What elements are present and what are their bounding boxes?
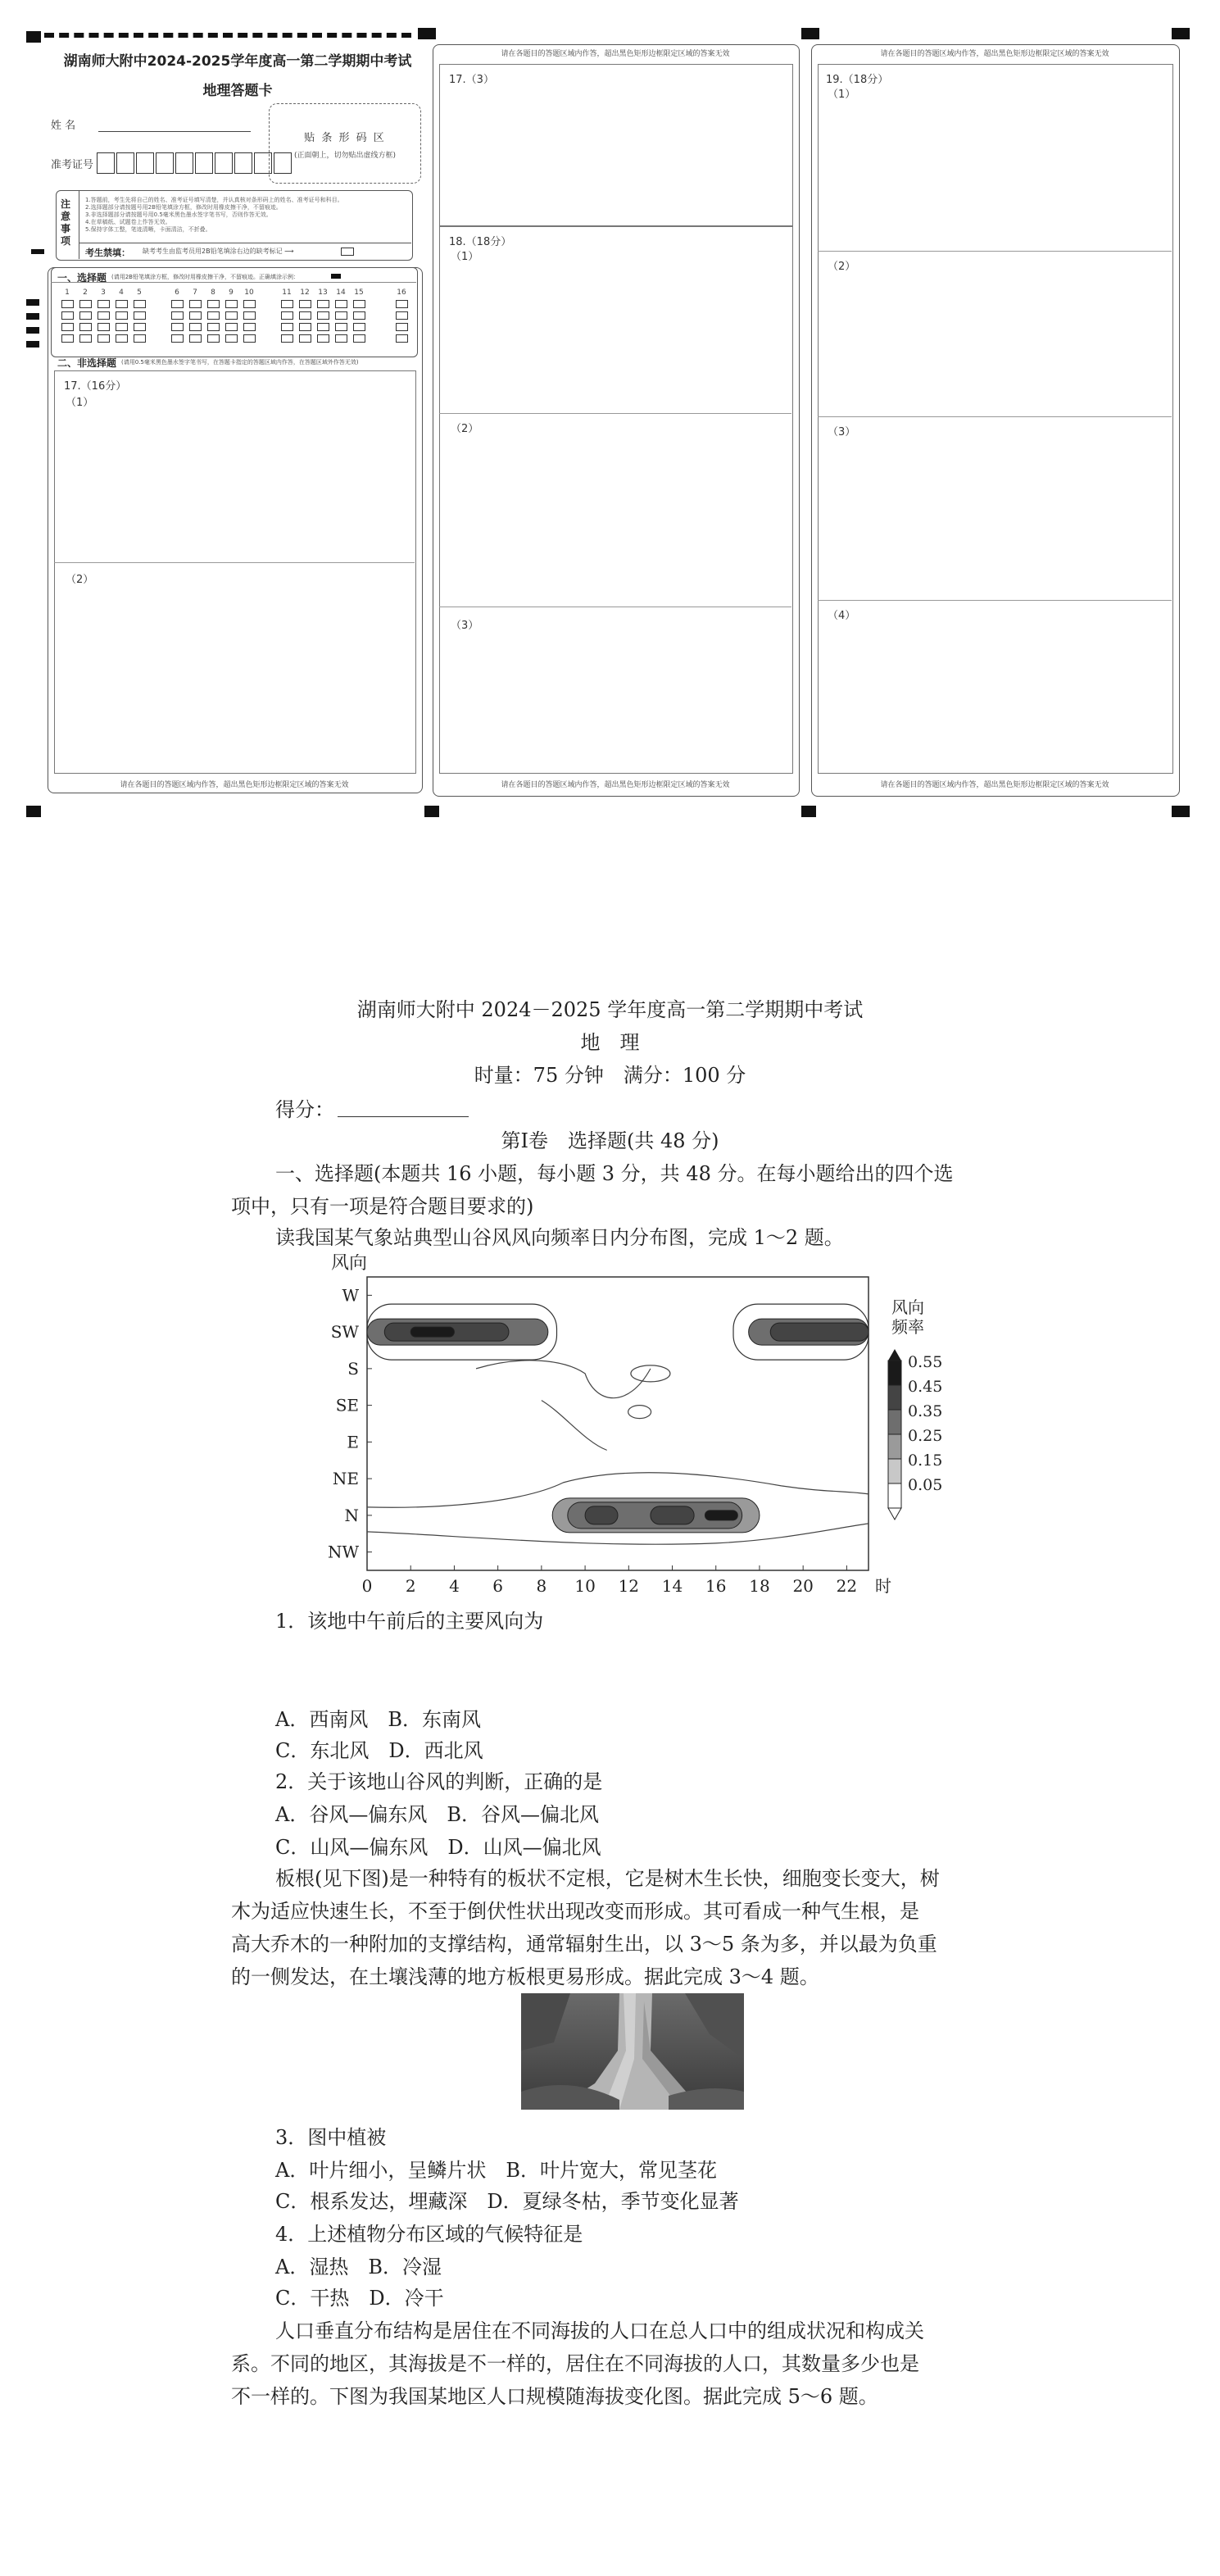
q2-options-cd: C．山风—偏东风 D．山风—偏北风 bbox=[275, 1836, 601, 1859]
x-tick-label: 10 bbox=[574, 1576, 596, 1596]
legend-swatch bbox=[888, 1434, 901, 1459]
choice-number: 13 bbox=[318, 288, 328, 297]
q17-part-1: （1） bbox=[66, 397, 94, 409]
q3-stem: 3．图中植被 bbox=[275, 2126, 387, 2149]
choice-number: 3 bbox=[101, 288, 106, 297]
q3-options-cd: C．根系发达，埋藏深 D．夏绿冬枯，季节变化显著 bbox=[275, 2190, 739, 2213]
timing-mark bbox=[26, 341, 39, 348]
absent-row bbox=[79, 243, 411, 260]
timing-mark bbox=[26, 806, 41, 817]
legend-swatch bbox=[888, 1483, 901, 1508]
q17-title: 17.（16分） bbox=[64, 380, 127, 393]
choice-number: 4 bbox=[119, 288, 124, 297]
timing-mark bbox=[801, 806, 816, 817]
legend-label: 0.35 bbox=[908, 1402, 943, 1420]
read-prompt: 读我国某气象站典型山谷风风向频率日内分布图，完成 1～2 题。 bbox=[275, 1226, 844, 1249]
notice-line: 1.答题前，考生先将自己的姓名、准考证号填写清楚，并认真核对条形码上的姓名、准考证号和科目。 bbox=[85, 197, 343, 203]
absent-label: 考生禁填： bbox=[85, 248, 130, 258]
x-tick-label: 22 bbox=[836, 1576, 858, 1596]
frequency-patch bbox=[585, 1506, 618, 1524]
legend-label: 0.05 bbox=[908, 1476, 943, 1494]
legend-swatch bbox=[888, 1361, 901, 1385]
y-tick-label: SE bbox=[335, 1395, 359, 1415]
legend-swatch bbox=[888, 1459, 901, 1483]
legend-arrow bbox=[888, 1349, 901, 1361]
barcode-title: 贴 条 形 码 区 bbox=[304, 132, 386, 144]
q19-part-3: （3） bbox=[828, 426, 856, 438]
q17-cont-answer-area[interactable] bbox=[439, 64, 793, 226]
y-tick-label: E bbox=[347, 1432, 359, 1452]
y-tick-label: NW bbox=[327, 1542, 359, 1562]
x-tick-label: 12 bbox=[618, 1576, 640, 1596]
y-tick-label: S bbox=[347, 1358, 359, 1379]
population-passage: 人口垂直分布结构是居住在不同海拔的人口在总人口中的组成状况和构成关 bbox=[275, 2319, 924, 2342]
q3-options-ab: A．叶片细小，呈鳞片状 B．叶片宽大，常见茎花 bbox=[275, 2159, 717, 2182]
choice-number: 7 bbox=[193, 288, 197, 297]
notice-line: 5.保持字体工整，笔迹清晰，卡面清洁，不折叠。 bbox=[85, 226, 211, 233]
sheet-subtitle: 地理答题卡 bbox=[202, 83, 273, 99]
frequency-patch bbox=[770, 1323, 869, 1341]
legend-swatch bbox=[888, 1410, 901, 1434]
frequency-patch bbox=[705, 1511, 737, 1520]
q1-options-ab: A．西南风 B．东南风 bbox=[275, 1708, 481, 1731]
x-axis-label: 时 bbox=[875, 1576, 891, 1596]
timing-mark bbox=[801, 28, 819, 39]
x-tick-label: 16 bbox=[705, 1576, 727, 1596]
banroot-passage: 的一侧发达，在土壤浅薄的地方板根更易形成。据此完成 3～4 题。 bbox=[231, 1965, 819, 1988]
timing-mark bbox=[418, 28, 436, 39]
q19-title: 19.（18分） bbox=[826, 74, 889, 86]
legend-title: 风向 bbox=[891, 1297, 924, 1317]
q1-stem: 1．该地中午前后的主要风向为 bbox=[275, 1610, 544, 1633]
choice-number: 14 bbox=[336, 288, 346, 297]
population-passage: 不一样的。下图为我国某地区人口规模随海拔变化图。据此完成 5～6 题。 bbox=[231, 2385, 878, 2408]
choice-number: 5 bbox=[137, 288, 142, 297]
choice-number: 9 bbox=[229, 288, 234, 297]
q4-options-ab: A．湿热 B．冷湿 bbox=[275, 2256, 442, 2278]
exam-title: 湖南师大附中 2024－2025 学年度高一第二学期期中考试 bbox=[356, 998, 864, 1021]
boundary-note: 请在各题目的答题区域内作答，超出黑色矩形边框限定区域的答案无效 bbox=[501, 50, 730, 58]
part1-heading: 第Ⅰ卷 选择题(共 48 分) bbox=[501, 1129, 719, 1152]
timing-mark bbox=[26, 327, 39, 334]
legend-label: 0.15 bbox=[908, 1452, 943, 1470]
choice-number: 8 bbox=[211, 288, 215, 297]
y-tick-label: NE bbox=[332, 1469, 359, 1489]
timing-mark bbox=[26, 31, 41, 43]
q19-part-2: （2） bbox=[828, 261, 856, 273]
boundary-note: 请在各题目的答题区域内作答，超出黑色矩形边框限定区域的答案无效 bbox=[880, 50, 1109, 58]
choice-header: 一、选择题 bbox=[57, 272, 107, 284]
q19-part-4: （4） bbox=[828, 610, 856, 622]
nonchoice-header: 二、非选择题 bbox=[57, 357, 117, 369]
section-intro: 项中，只有一项是符合题目要求的) bbox=[231, 1195, 534, 1218]
choice-number: 6 bbox=[175, 288, 179, 297]
banroot-passage: 高大乔木的一种附加的支撑结构，通常辐射生出，以 3～5 条为多，并以最为负重 bbox=[231, 1933, 937, 1956]
q18-divider bbox=[439, 413, 791, 414]
notice-line: 4.在草稿纸、试题卷上作答无效。 bbox=[85, 219, 171, 225]
choice-number: 12 bbox=[300, 288, 310, 297]
choice-number: 16 bbox=[397, 288, 406, 297]
notice-line: 3.非选择题部分请按题号用0.5毫米黑色墨水签字笔书写，否则作答无效。 bbox=[85, 211, 272, 218]
x-tick-label: 18 bbox=[749, 1576, 770, 1596]
absent-checkbox[interactable] bbox=[341, 248, 354, 256]
choice-number: 10 bbox=[244, 288, 254, 297]
q18-part-3: （3） bbox=[451, 620, 479, 632]
x-tick-label: 6 bbox=[492, 1576, 504, 1596]
y-tick-label: W bbox=[342, 1285, 359, 1306]
timing-mark bbox=[26, 299, 39, 306]
q17-part-2: （2） bbox=[66, 574, 94, 586]
exam-time-score: 时量：75 分钟 满分：100 分 bbox=[474, 1064, 746, 1087]
notice-label: 注意事项 bbox=[61, 198, 71, 247]
timing-mark bbox=[1172, 28, 1190, 39]
barcode-note: (正面朝上，切勿贴出虚线方框) bbox=[293, 152, 397, 160]
timing-mark bbox=[1172, 806, 1190, 817]
legend-label: 0.55 bbox=[908, 1353, 943, 1371]
legend-swatch bbox=[888, 1385, 901, 1410]
timing-mark bbox=[424, 806, 439, 817]
legend-arrow bbox=[888, 1508, 901, 1520]
y-tick-label: SW bbox=[330, 1322, 359, 1343]
q1-options-cd: C．东北风 D．西北风 bbox=[275, 1739, 483, 1762]
absent-text: 缺考考生由监考员用2B铅笔填涂右边的缺考标记 ⟶ bbox=[143, 248, 294, 255]
banroot-passage: 板根(见下图)是一种特有的板状不定根，它是树木生长快，细胞变长变大，树 bbox=[275, 1867, 940, 1890]
x-tick-label: 8 bbox=[536, 1576, 547, 1596]
notice-line: 2.选择题部分请按题号用2B铅笔填涂方框，修改时用橡皮擦干净，不留痕迹。 bbox=[85, 204, 282, 211]
banroot-passage: 木为适应快速生长，不至于倒伏性状出现改变而形成。其可看成一种气生根，是 bbox=[231, 1900, 919, 1923]
x-tick-label: 14 bbox=[661, 1576, 683, 1596]
q17-cont-title: 17.（3） bbox=[449, 74, 494, 86]
legend-title: 频率 bbox=[891, 1317, 924, 1337]
q2-stem: 2．关于该地山谷风的判断，正确的是 bbox=[275, 1770, 603, 1793]
sheet-title: 湖南师大附中2024-2025学年度高一第二学期期中考试 bbox=[63, 53, 412, 70]
exam-subject: 地 理 bbox=[580, 1031, 640, 1054]
score-blank[interactable] bbox=[338, 1116, 469, 1117]
nonchoice-note: (请用0.5毫米黑色墨水签字笔书写，在答题卡指定的答题区域内作答，在答题区域外作答无效) bbox=[121, 359, 359, 366]
q4-stem: 4．上述植物分布区域的气候特征是 bbox=[275, 2223, 583, 2246]
q19-part-1: （1） bbox=[828, 89, 856, 101]
exam-no-boxes[interactable] bbox=[97, 152, 293, 177]
name-label: 姓 名 bbox=[51, 120, 76, 132]
q18-answer-area[interactable] bbox=[439, 226, 793, 774]
population-passage: 系。不同的地区，其海拔是不一样的，居住在不同海拔的人口，其数量多少也是 bbox=[231, 2352, 919, 2375]
q18-title: 18.（18分） bbox=[449, 236, 512, 248]
choice-number: 11 bbox=[282, 288, 292, 297]
legend-label: 0.45 bbox=[908, 1378, 943, 1396]
q2-options-ab: A．谷风—偏东风 B．谷风—偏北风 bbox=[275, 1803, 599, 1826]
x-tick-label: 4 bbox=[449, 1576, 460, 1596]
column-1-frame bbox=[48, 267, 423, 793]
y-tick-label: N bbox=[344, 1505, 359, 1525]
q18-part-1: （1） bbox=[451, 251, 479, 263]
name-field[interactable] bbox=[98, 131, 251, 132]
frequency-patch bbox=[410, 1327, 454, 1337]
buttress-root-photo bbox=[521, 1993, 744, 2110]
boundary-note: 请在各题目的答题区域内作答，超出黑色矩形边框限定区域的答案无效 bbox=[880, 781, 1109, 789]
exam-no-label: 准考证号 bbox=[51, 159, 94, 171]
timing-mark bbox=[31, 249, 44, 254]
frequency-patch bbox=[651, 1506, 694, 1524]
boundary-note: 请在各题目的答题区域内作答，超出黑色矩形边框限定区域的答案无效 bbox=[501, 781, 730, 789]
score-label: 得分： bbox=[275, 1098, 334, 1121]
choice-number: 2 bbox=[83, 288, 88, 297]
choice-number: 15 bbox=[354, 288, 364, 297]
q19-divider bbox=[818, 416, 1172, 417]
choice-number: 1 bbox=[65, 288, 70, 297]
y-axis-label: 风向 bbox=[331, 1254, 368, 1274]
timing-mark bbox=[26, 313, 39, 320]
boundary-note: 请在各题目的答题区域内作答，超出黑色矩形边框限定区域的答案无效 bbox=[120, 781, 349, 789]
barcode-area bbox=[269, 103, 421, 184]
x-tick-label: 2 bbox=[405, 1576, 416, 1596]
section-intro: 一、选择题(本题共 16 小题，每小题 3 分，共 48 分。在每小题给出的四个选 bbox=[275, 1162, 954, 1185]
q19-divider bbox=[818, 251, 1172, 252]
choice-note: (请用2B铅笔填涂方框，修改时用橡皮擦干净，不留痕迹。正确填涂示例： bbox=[111, 274, 299, 280]
x-tick-label: 20 bbox=[792, 1576, 814, 1596]
x-tick-label: 0 bbox=[361, 1576, 373, 1596]
top-dash-strip bbox=[44, 33, 411, 38]
q19-answer-area[interactable] bbox=[818, 64, 1173, 774]
q19-divider bbox=[818, 600, 1172, 601]
q18-part-2: （2） bbox=[451, 423, 479, 435]
legend-label: 0.25 bbox=[908, 1427, 943, 1445]
q4-options-cd: C．干热 D．冷干 bbox=[275, 2287, 444, 2310]
wind-frequency-chart bbox=[321, 1254, 960, 1598]
